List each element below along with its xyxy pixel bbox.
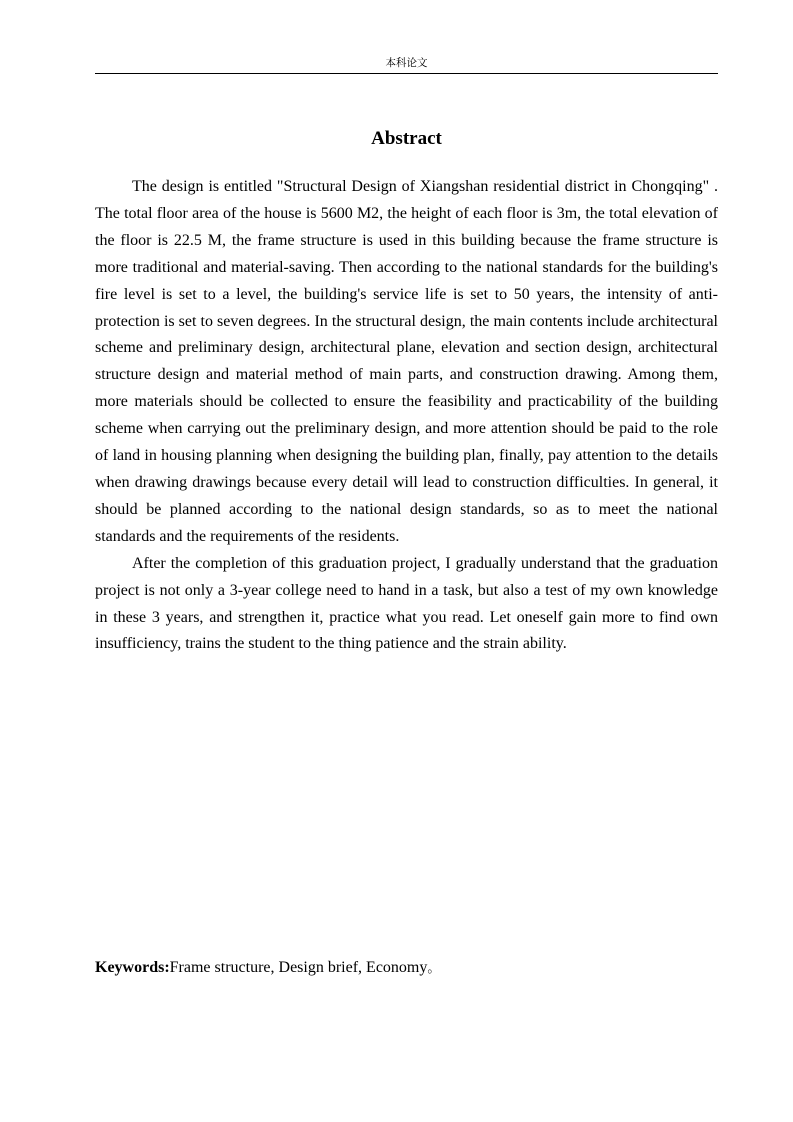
- keywords-period: 。: [427, 961, 441, 976]
- abstract-title: Abstract: [371, 128, 442, 149]
- abstract-paragraph-1: The design is entitled "Structural Design of Xiangshan residential district in Chongqing" . The total floor area of the house is 5600 M2, the height of each floor is 3m, the total elevation of the floor is 22.5 M, the frame structure is used in this building because the frame structure is more traditional and material-saving. Then according to the national standards for the building's fire level is set to a level, the building's service life is set to 50 years, the intensity of anti-protection is set to seven degrees. In the structural design, the main contents include architectural scheme and preliminary design, architectural plane, elevation and section design, architectural structure design and material method of main parts, and construction drawing. Among them, more materials should be collected to ensure the feasibility and practicability of the building scheme when carrying out the preliminary design, and more attention should be paid to the role of land in housing planning when designing the building plan, finally, pay attention to the details when drawing drawings because every detail will lead to construction difficulties. In general, it should be planned according to the national design standards, so as to meet the national standards and the requirements of the residents.: [95, 178, 718, 545]
- abstract-body: [95, 174, 718, 658]
- keywords-text: Frame structure, Design brief, Economy: [169, 959, 428, 976]
- keywords-label: Keywords:: [95, 959, 170, 976]
- abstract-paragraph-2: After the completion of this graduation project, I gradually understand that the graduation project is not only a 3-year college need to hand in a task, but also a test of my own knowledge in these 3 years, and strengthen it, practice what you read. Let oneself gain more to find own insufficiency, trains the student to the thing patience and the strain ability.: [95, 554, 718, 653]
- header-rule: [95, 73, 718, 74]
- running-header: 本科论文: [385, 57, 428, 69]
- keywords-line: [95, 955, 718, 982]
